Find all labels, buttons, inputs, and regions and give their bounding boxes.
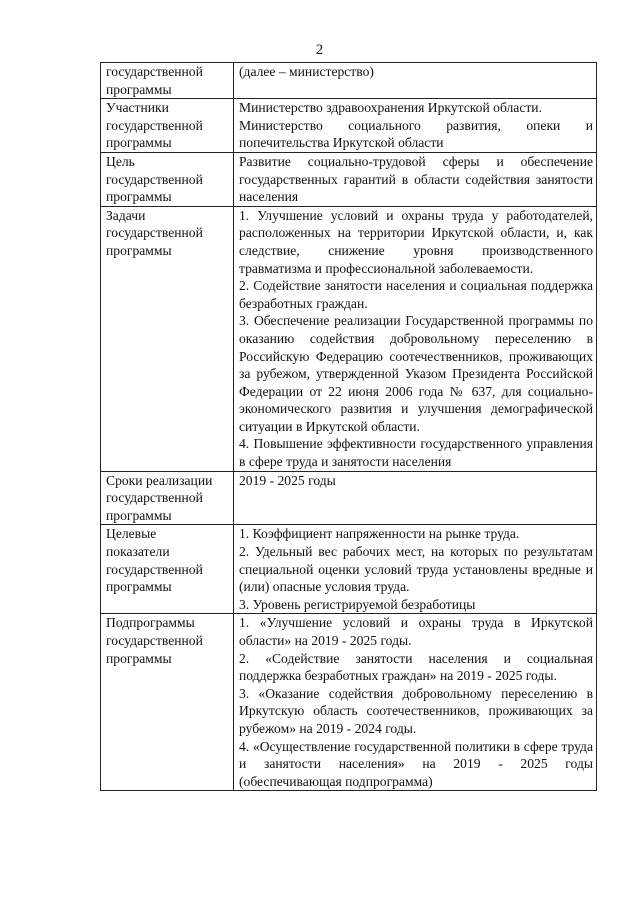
label-line: государственной [106, 225, 203, 241]
row-value-cell [234, 99, 597, 153]
table-row [101, 614, 597, 791]
label-line: Целевые [106, 526, 157, 542]
row-value-cell [234, 152, 597, 206]
row-label-cell [101, 99, 234, 153]
value-paragraph: 3. Обеспечение реализации Государственной программы по оказанию содействия добровольному переселению в Российскую Федерацию соотечественников, проживающих за рубежом, утвержденной Указом Президента Российской Федерации от 22 июня 2006 года № 637, для социально-экономического развития и улучшения демографической ситуации в Иркутской области. [239, 313, 593, 434]
row-value-cell [234, 525, 597, 614]
label-line: программы [106, 579, 172, 595]
label-line: Цель [106, 153, 135, 169]
value-paragraph: Министерство здравоохранения Иркутской области. [239, 100, 542, 116]
label-line: государственной [106, 171, 203, 187]
value-paragraph: 4. «Осуществление государственной политики в сфере труда и занятости населения» на 2019 - 2025 годы (обеспечивающая подпрограмма) [239, 738, 593, 789]
row-value-cell [234, 63, 597, 99]
table-row [101, 152, 597, 206]
row-value-cell [234, 471, 597, 525]
page-number: 2 [315, 42, 324, 58]
label-line: государственной [106, 64, 203, 79]
value-paragraph: 3. «Оказание содействия добровольному переселению в Иркутскую область соотечественников, проживающих за рубежом» на 2019 - 2024 годы. [239, 685, 593, 736]
label-line: показатели [106, 544, 170, 560]
value-paragraph: 4. Повышение эффективности государственного управления в сфере труда и занятости населения [239, 436, 593, 470]
value-paragraph: 3. Уровень регистрируемой безработицы [239, 596, 476, 612]
row-label-cell [101, 471, 234, 525]
row-value-cell [234, 206, 597, 471]
label-line: программы [106, 189, 172, 205]
label-line: программы [106, 242, 172, 258]
table-row [101, 63, 597, 99]
label-line: государственной [106, 117, 203, 133]
label-line: государственной [106, 633, 203, 648]
value-paragraph: 2. «Содействие занятости населения и социальная поддержка безработных граждан» на 2019 - 2025 годы. [239, 650, 593, 684]
label-line: государственной [106, 490, 203, 506]
label-line: программы [106, 81, 172, 97]
value-paragraph: 1. «Улучшение условий и охраны труда в Иркутской области» на 2019 - 2025 годы. [239, 615, 593, 648]
label-line: программы [106, 135, 172, 151]
program-passport-table [100, 62, 597, 791]
table-row [101, 525, 597, 614]
label-line: Задачи [106, 207, 146, 223]
label-line: государственной [106, 561, 203, 577]
label-line: Участники [106, 100, 169, 116]
value-paragraph: Развитие социально-трудовой сферы и обеспечение государственных гарантий в области содействия занятости населения [239, 153, 593, 205]
row-label-cell [101, 525, 234, 614]
label-line: Сроки реализации [106, 472, 213, 488]
row-label-cell [101, 614, 234, 791]
value-paragraph: 2019 - 2025 годы [239, 472, 336, 488]
label-line: программы [106, 507, 172, 523]
label-line: программы [106, 650, 172, 666]
table-row [101, 206, 597, 471]
row-label-cell [101, 206, 234, 471]
value-paragraph: 2. Содействие занятости населения и социальная поддержка безработных граждан. [239, 278, 593, 311]
value-paragraph: Министерство социального развития, опеки и попечительства Иркутской области [239, 117, 593, 151]
value-paragraph: 2. Удельный вес рабочих мест, на которых по результатам специальной оценки условий труда установлены вредные и (или) опасные условия труда. [239, 544, 593, 595]
row-label-cell [101, 63, 234, 99]
label-line: Подпрограммы [106, 615, 195, 631]
row-label-cell [101, 152, 234, 206]
value-paragraph: (далее – министерство) [239, 64, 374, 79]
value-paragraph: 1. Улучшение условий и охраны труда у работодателей, расположенных на территории Иркутской области, и, как следствие, снижение уровня производственного травматизма и профессиональной заболеваемости. [239, 207, 593, 276]
table-row [101, 471, 597, 525]
table-row [101, 99, 597, 153]
row-value-cell [234, 614, 597, 791]
value-paragraph: 1. Коэффициент напряженности на рынке труда. [239, 526, 520, 542]
